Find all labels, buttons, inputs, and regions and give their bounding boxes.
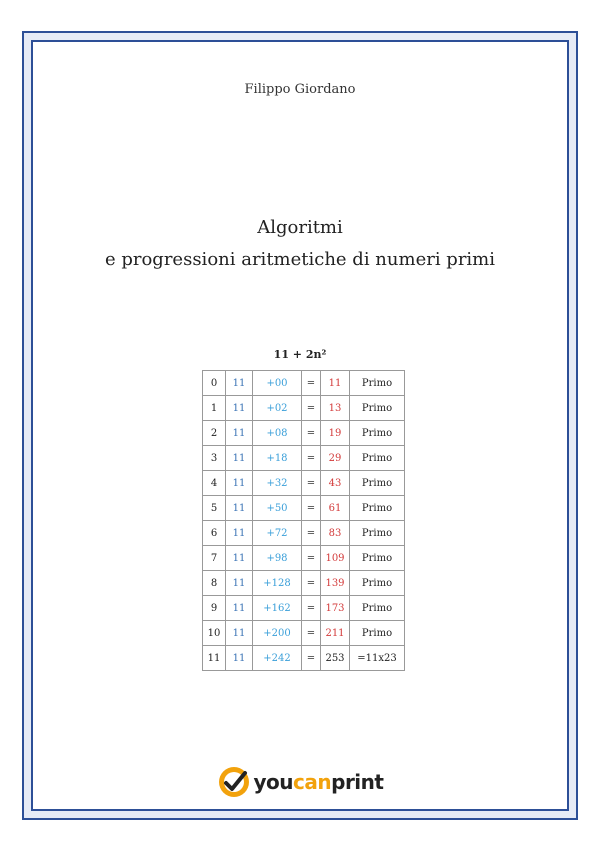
cell-base: 11 — [226, 471, 253, 496]
cell-base: 11 — [226, 646, 253, 671]
cell-equals: = — [302, 571, 321, 596]
cell-status: Primo — [350, 596, 405, 621]
cell-result: 109 — [321, 546, 350, 571]
youcanprint-logo-icon — [217, 765, 251, 799]
table-row — [203, 621, 405, 646]
cell-result: 211 — [321, 621, 350, 646]
cell-result: 139 — [321, 571, 350, 596]
cell-index: 11 — [203, 646, 226, 671]
cover-inner-frame — [31, 40, 569, 811]
cell-index: 6 — [203, 521, 226, 546]
cell-index: 9 — [203, 596, 226, 621]
cell-base: 11 — [226, 621, 253, 646]
cell-equals: = — [302, 546, 321, 571]
cell-result: 173 — [321, 596, 350, 621]
cell-term: +32 — [253, 471, 302, 496]
cover-outer-frame — [22, 31, 578, 820]
table-row — [203, 421, 405, 446]
cell-status: Primo — [350, 471, 405, 496]
cell-base: 11 — [226, 546, 253, 571]
cell-result: 43 — [321, 471, 350, 496]
cell-equals: = — [302, 621, 321, 646]
cell-base: 11 — [226, 396, 253, 421]
cell-equals: = — [302, 521, 321, 546]
table-row — [203, 446, 405, 471]
title-line-2: e progressioni aritmetiche di numeri primi — [104, 249, 496, 270]
table-row — [203, 596, 405, 621]
table-row — [203, 571, 405, 596]
cell-status: Primo — [350, 421, 405, 446]
book-title — [33, 212, 567, 276]
table-row — [203, 521, 405, 546]
cell-status: Primo — [350, 621, 405, 646]
cell-status: =11x23 — [350, 646, 405, 671]
cell-equals: = — [302, 446, 321, 471]
table-row — [203, 496, 405, 521]
cell-equals: = — [302, 421, 321, 446]
cell-term: +72 — [253, 521, 302, 546]
cell-status: Primo — [350, 546, 405, 571]
cell-base: 11 — [226, 596, 253, 621]
cell-term: +242 — [253, 646, 302, 671]
cell-status: Primo — [350, 396, 405, 421]
prime-progression-table — [202, 370, 405, 671]
cell-index: 4 — [203, 471, 226, 496]
cell-base: 11 — [226, 446, 253, 471]
cell-equals: = — [302, 471, 321, 496]
table-row — [203, 646, 405, 671]
cell-index: 8 — [203, 571, 226, 596]
cell-term: +200 — [253, 621, 302, 646]
cell-status: Primo — [350, 446, 405, 471]
cell-base: 11 — [226, 421, 253, 446]
cell-status: Primo — [350, 496, 405, 521]
table-body — [203, 371, 405, 671]
cell-status: Primo — [350, 521, 405, 546]
cell-base: 11 — [226, 571, 253, 596]
author-name: Filippo Giordano — [244, 82, 356, 97]
cell-result: 253 — [321, 646, 350, 671]
cell-result: 19 — [321, 421, 350, 446]
cell-base: 11 — [226, 371, 253, 396]
cell-result: 29 — [321, 446, 350, 471]
cell-term: +08 — [253, 421, 302, 446]
cell-base: 11 — [226, 521, 253, 546]
cell-index: 2 — [203, 421, 226, 446]
cell-term: +50 — [253, 496, 302, 521]
cell-index: 0 — [203, 371, 226, 396]
cell-term: +98 — [253, 546, 302, 571]
publisher-name-part-3: print — [331, 770, 384, 794]
cell-result: 13 — [321, 396, 350, 421]
cell-equals: = — [302, 596, 321, 621]
cell-status: Primo — [350, 371, 405, 396]
cell-term: +162 — [253, 596, 302, 621]
cell-term: +128 — [253, 571, 302, 596]
cell-equals: = — [302, 396, 321, 421]
cell-result: 61 — [321, 496, 350, 521]
cell-result: 83 — [321, 521, 350, 546]
cell-index: 1 — [203, 396, 226, 421]
cell-base: 11 — [226, 496, 253, 521]
cell-term: +18 — [253, 446, 302, 471]
table-row — [203, 396, 405, 421]
cell-term: +00 — [253, 371, 302, 396]
cell-term: +02 — [253, 396, 302, 421]
publisher-name-part-1: you — [253, 770, 294, 794]
cell-index: 10 — [203, 621, 226, 646]
table-row — [203, 546, 405, 571]
table-row — [203, 471, 405, 496]
cell-index: 3 — [203, 446, 226, 471]
title-line-1: Algoritmi — [257, 217, 343, 238]
table-row — [203, 371, 405, 396]
formula-caption: 11 + 2n² — [273, 348, 327, 361]
publisher-logo — [33, 762, 567, 802]
publisher-name-part-2: can — [293, 770, 332, 794]
publisher-name — [254, 770, 384, 794]
cell-index: 7 — [203, 546, 226, 571]
cell-equals: = — [302, 371, 321, 396]
cell-status: Primo — [350, 571, 405, 596]
cell-result: 11 — [321, 371, 350, 396]
cell-equals: = — [302, 496, 321, 521]
cell-equals: = — [302, 646, 321, 671]
cell-index: 5 — [203, 496, 226, 521]
